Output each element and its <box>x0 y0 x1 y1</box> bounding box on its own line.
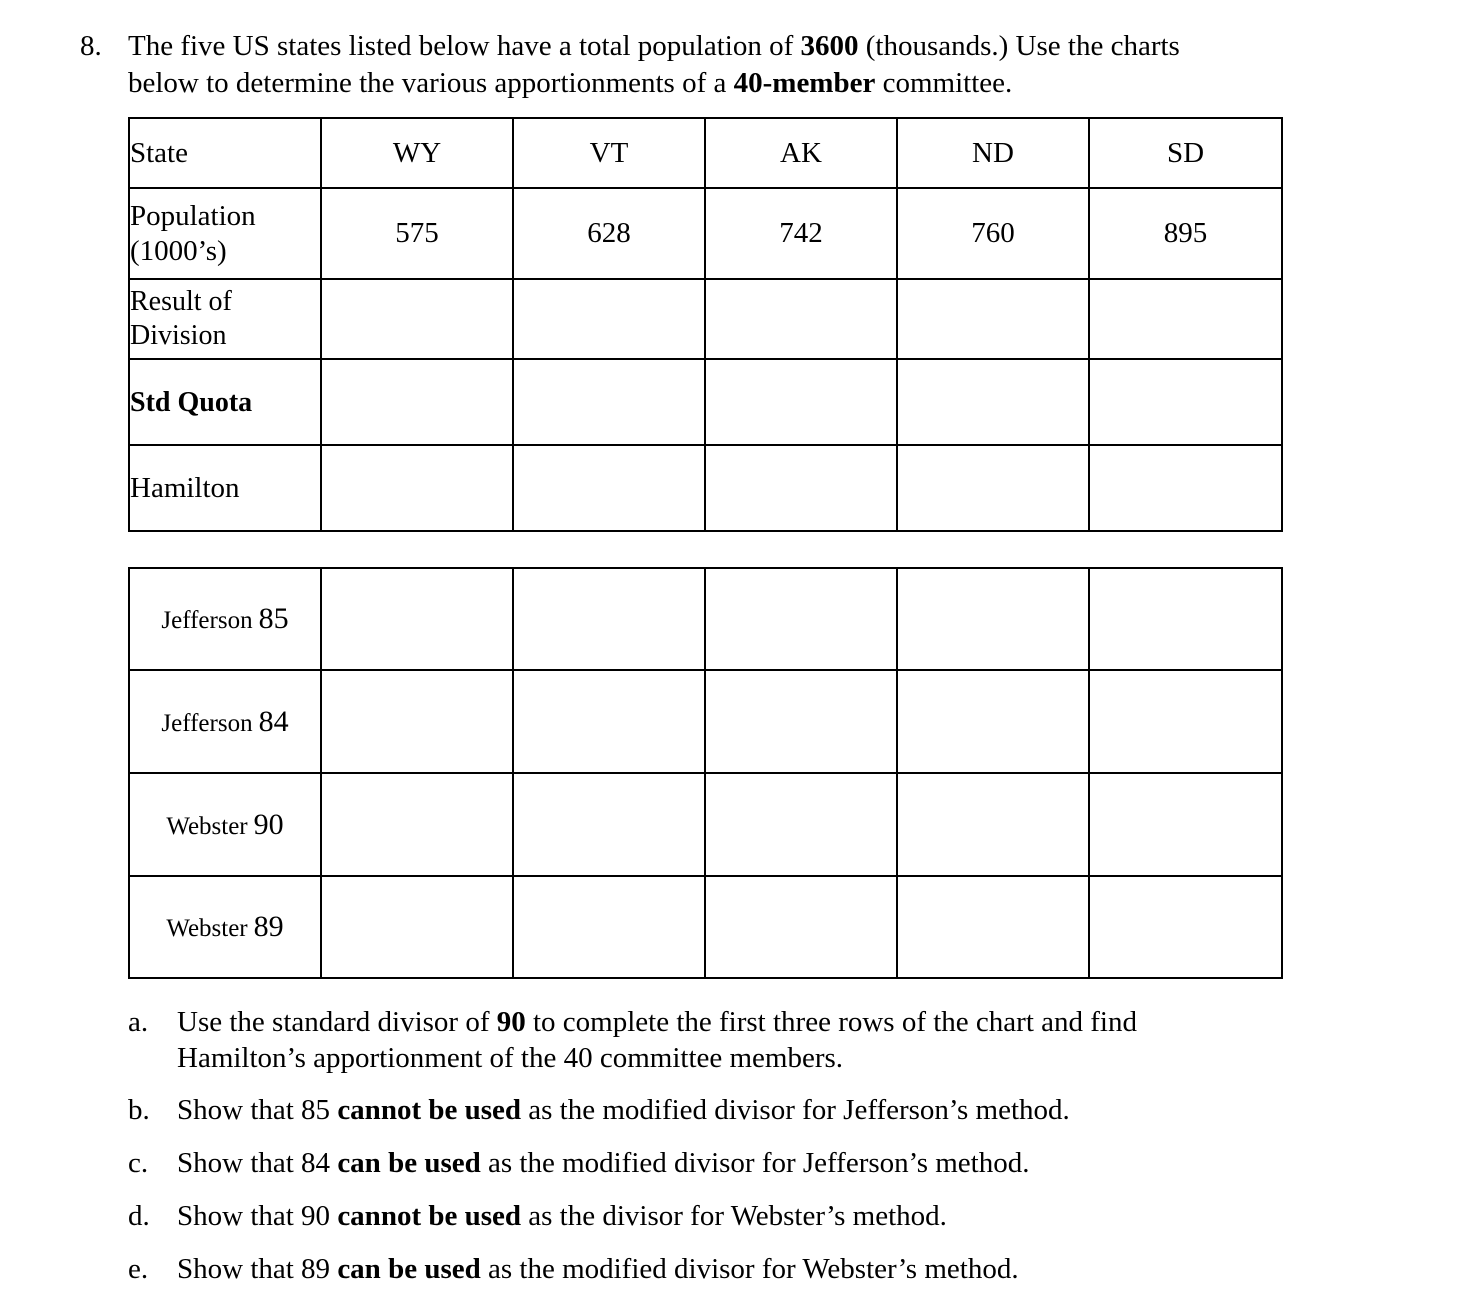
std-quota-cell-ak[interactable] <box>705 359 897 445</box>
division-cell-sd[interactable] <box>1089 279 1282 359</box>
std-quota-label: Std Quota <box>129 359 321 445</box>
hamilton-cell-ak[interactable] <box>705 445 897 531</box>
part-text: Show that 84 can be used as the modified divisor for Jefferson’s method. <box>177 1147 1030 1179</box>
division-cell-wy[interactable] <box>321 279 513 359</box>
method-cell[interactable] <box>897 670 1089 773</box>
question-prompt <box>128 28 1328 102</box>
population-wy: 575 <box>321 188 513 279</box>
state-row <box>129 118 1282 188</box>
method-row <box>129 670 1282 773</box>
method-cell[interactable] <box>513 670 705 773</box>
division-cell-vt[interactable] <box>513 279 705 359</box>
question-number: 8. <box>80 30 102 62</box>
divisor-methods-table <box>128 567 1283 979</box>
method-cell[interactable] <box>513 773 705 876</box>
division-label: Result of Division <box>129 279 321 359</box>
state-header-label: State <box>129 118 321 188</box>
population-sd: 895 <box>1089 188 1282 279</box>
part-letter: c. <box>128 1147 149 1179</box>
method-cell[interactable] <box>705 876 897 978</box>
hamilton-cell-nd[interactable] <box>897 445 1089 531</box>
method-cell[interactable] <box>321 568 513 670</box>
method-label-webster-89: Webster 89 <box>129 876 321 978</box>
method-label-jefferson-85: Jefferson 85 <box>129 568 321 670</box>
method-cell[interactable] <box>1089 670 1282 773</box>
method-cell[interactable] <box>321 773 513 876</box>
method-cell[interactable] <box>513 568 705 670</box>
method-cell[interactable] <box>1089 773 1282 876</box>
method-label-jefferson-84: Jefferson 84 <box>129 670 321 773</box>
std-quota-row <box>129 359 1282 445</box>
population-nd: 760 <box>897 188 1089 279</box>
state-wy: WY <box>321 118 513 188</box>
method-label-webster-90: Webster 90 <box>129 773 321 876</box>
method-cell[interactable] <box>321 876 513 978</box>
std-quota-cell-nd[interactable] <box>897 359 1089 445</box>
part-text: Use the standard divisor of 90 to complete the first three rows of the chart and find Hamilton’s apportionment of the 40 committee members. <box>177 1006 1137 1074</box>
hamilton-cell-vt[interactable] <box>513 445 705 531</box>
method-cell[interactable] <box>705 773 897 876</box>
method-row <box>129 568 1282 670</box>
prompt-line-1: The five US states listed below have a total population of 3600 (thousands.) Use the charts <box>128 30 1180 62</box>
std-quota-cell-wy[interactable] <box>321 359 513 445</box>
division-row <box>129 279 1282 359</box>
part-letter: a. <box>128 1006 149 1038</box>
part-letter: e. <box>128 1253 149 1285</box>
population-row <box>129 188 1282 279</box>
std-quota-cell-vt[interactable] <box>513 359 705 445</box>
method-cell[interactable] <box>1089 876 1282 978</box>
state-ak: AK <box>705 118 897 188</box>
hamilton-cell-sd[interactable] <box>1089 445 1282 531</box>
method-cell[interactable] <box>705 568 897 670</box>
population-ak: 742 <box>705 188 897 279</box>
state-sd: SD <box>1089 118 1282 188</box>
method-row <box>129 876 1282 978</box>
method-cell[interactable] <box>705 670 897 773</box>
part-text: Show that 90 cannot be used as the divisor for Webster’s method. <box>177 1200 947 1232</box>
part-text: Show that 85 cannot be used as the modified divisor for Jefferson’s method. <box>177 1094 1070 1126</box>
method-cell[interactable] <box>897 773 1089 876</box>
prompt-line-2: below to determine the various apportionments of a 40-member committee. <box>128 67 1013 99</box>
apportionment-table <box>128 117 1283 532</box>
population-vt: 628 <box>513 188 705 279</box>
division-cell-nd[interactable] <box>897 279 1089 359</box>
hamilton-cell-wy[interactable] <box>321 445 513 531</box>
hamilton-label: Hamilton <box>129 445 321 531</box>
method-cell[interactable] <box>513 876 705 978</box>
method-cell[interactable] <box>897 876 1089 978</box>
state-nd: ND <box>897 118 1089 188</box>
part-letter: d. <box>128 1200 150 1232</box>
std-quota-cell-sd[interactable] <box>1089 359 1282 445</box>
method-cell[interactable] <box>321 670 513 773</box>
population-label: Population (1000’s) <box>129 188 321 279</box>
division-cell-ak[interactable] <box>705 279 897 359</box>
method-cell[interactable] <box>897 568 1089 670</box>
hamilton-row <box>129 445 1282 531</box>
part-letter: b. <box>128 1094 150 1126</box>
method-cell[interactable] <box>1089 568 1282 670</box>
part-text: Show that 89 can be used as the modified divisor for Webster’s method. <box>177 1253 1019 1285</box>
method-row <box>129 773 1282 876</box>
state-vt: VT <box>513 118 705 188</box>
